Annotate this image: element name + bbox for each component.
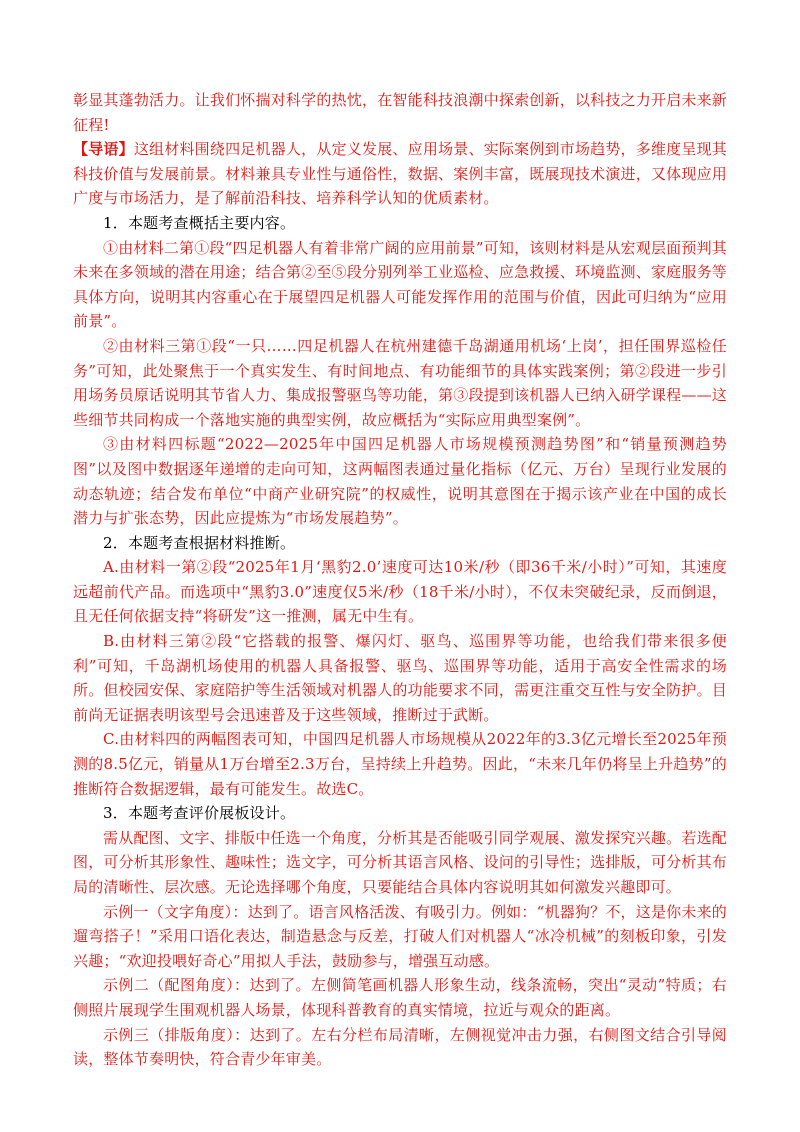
question-2-heading: 2．本题考查根据材料推断。 bbox=[103, 533, 296, 552]
guide-paragraph bbox=[73, 137, 727, 211]
q1-answer-2: ②由材料三第①段“一只……四足机器人在杭州建德千岛湖通用机场‘上岗’，担任围界巡检任务”可知，此处聚焦于一个真实发生、有时间地点、有功能细节的具体实践案例；第②段进一步引用场务员原话说明其节省人力、集成报警驱鸟等功能，第③段提到该机器人已纳入研学课程——这些细节共同构成一个落地实施的典型实例，故应概括为“实际应用典型案例”。 bbox=[73, 336, 727, 429]
q2-option-a-analysis: A.由材料一第②段“2025年1月‘黑豹2.0’速度可达10米/秒（即36千米/小时）”可知，其速度远超前代产品。而选项中“黑豹3.0”速度仅5米/秒（18千米/小时），不仅未突破纪录，反而倒退，且无任何依据支持“将研发”这一推测，属无中生有。 bbox=[73, 558, 727, 626]
q2-option-c-analysis: C.由材料四的两幅图表可知，中国四足机器人市场规模从2022年的3.3亿元增长至2025年预测的8.5亿元，销量从1万台增至2.3万台，呈持续上升趋势。因此，“未来几年仍将呈上升趋势”的推断符合数据逻辑，最有可能发生。故选C。 bbox=[73, 730, 727, 798]
guide-label: 【导语】 bbox=[73, 140, 134, 159]
q3-example-2: 示例二（配图角度）：达到了。左侧简笔画机器人形象生动，线条流畅，突出“灵动”特质；右侧照片展现学生围观机器人场景，体现科普教育的真实情境，拉近与观众的距离。 bbox=[73, 976, 727, 1019]
document-body bbox=[73, 88, 727, 1072]
q1-answer-3: ③由材料四标题“2022—2025年中国四足机器人市场规模预测趋势图”和“销量预测趋势图”以及图中数据逐年递增的走向可知，这两幅图表通过量化指标（亿元、万台）呈现行业发展的动态轨迹；结合发布单位“中商产业研究院”的权威性，说明其意图在于揭示该产业在中国的成长潜力与扩张态势，因此应提炼为“市场发展趋势”。 bbox=[73, 435, 727, 528]
q1-answer-1: ①由材料二第①段“四足机器人有着非常广阔的应用前景”可知，该则材料是从宏观层面预判其未来在多领域的潜在用途；结合第②至⑤段分别列举工业巡检、应急救援、环境监测、家庭服务等具体方向，说明其内容重心在于展望四足机器人可能发挥作用的范围与价值，因此可归纳为“应用前景”。 bbox=[73, 238, 727, 331]
guide-text: 这组材料围绕四足机器人，从定义发展、应用场景、实际案例到市场趋势，多维度呈现其科技价值与发展前景。材料兼具专业性与通俗性，数据、案例丰富，既展现技术演进，又体现应用广度与市场活力，是了解前沿科技、培养科学认知的优质素材。 bbox=[73, 140, 727, 208]
q3-instructions: 需从配图、文字、排版中任选一个角度，分析其是否能吸引同学观展、激发探究兴趣。若选配图，可分析其形象性、趣味性；选文字，可分析其语言风格、设问的引导性；选排版，可分析其布局的清晰性、层次感。无论选择哪个角度，只要能结合具体内容说明其如何激发兴趣即可。 bbox=[73, 828, 727, 896]
q3-example-1: 示例一（文字角度）：达到了。语言风格活泼、有吸引力。例如：“机器狗？不，这是你未来的遛弯搭子！”采用口语化表达，制造悬念与反差，打破人们对机器人“冰冷机械”的刻板印象，引发兴趣；“欢迎投喂好奇心”用拟人手法，鼓励参与，增强互动感。 bbox=[73, 902, 727, 970]
q2-option-b-analysis: B.由材料三第②段“它搭载的报警、爆闪灯、驱鸟、巡围界等功能，也给我们带来很多便利”可知，千岛湖机场使用的机器人具备报警、驱鸟、巡围界等功能，适用于高安全性需求的场所。但校园安保、家庭陪护等生活领域对机器人的功能要求不同，需更注重交互性与安全防护。目前尚无证据表明该型号会迅速普及于这些领域，推断过于武断。 bbox=[73, 632, 727, 724]
intro-line: 彰显其蓬勃活力。让我们怀揣对科学的热忱，在智能科技浪潮中探索创新，以科技之力开启未来新征程! bbox=[73, 91, 727, 134]
question-3-heading: 3．本题考查评价展板设计。 bbox=[103, 804, 296, 823]
q3-example-3: 示例三（排版角度）：达到了。左右分栏布局清晰，左侧视觉冲击力强，右侧图文结合引导阅读，整体节奏明快，符合青少年审美。 bbox=[73, 1025, 727, 1069]
question-1-heading: 1．本题考查概括主要内容。 bbox=[103, 213, 296, 232]
